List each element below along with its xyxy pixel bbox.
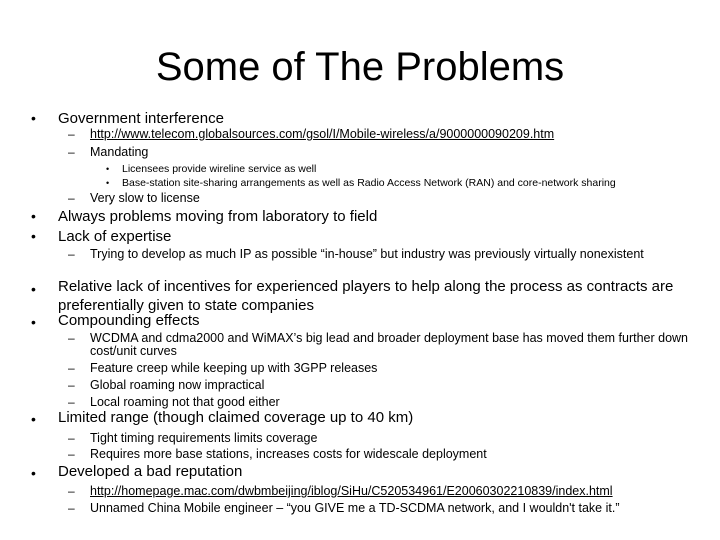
item-government-interference: Government interference (58, 110, 224, 127)
dash: – (68, 484, 75, 498)
item-licensees: Licensees provide wireline service as well (122, 163, 317, 175)
item-tight-timing: Tight timing requirements limits coverage (90, 431, 318, 445)
dash: – (68, 447, 75, 461)
item-more-base-stations: Requires more base stations, increases costs for widescale deployment (90, 447, 487, 461)
item-compounding-effects: Compounding effects (58, 312, 200, 329)
item-lack-of-expertise: Lack of expertise (58, 228, 172, 245)
bullet: • (106, 178, 110, 188)
item-wcdma: WCDMA and cdma2000 and WiMAX’s big lead and broader deployment base has moved them further down cost/unit curves (90, 331, 689, 358)
dash: – (68, 361, 75, 375)
dash: – (68, 331, 75, 345)
bullet: • (31, 281, 36, 297)
item-feature-creep: Feature creep while keeping up with 3GPP releases (90, 361, 378, 375)
bullet: • (31, 110, 36, 126)
telecom-link[interactable]: http://www.telecom.globalsources.com/gsol/I/Mobile-wireless/a/9000000090209.htm (90, 127, 555, 141)
bullet: • (106, 164, 110, 174)
slide-title: Some of The Problems (155, 45, 565, 89)
item-base-station-sharing: Base-station site-sharing arrangements as well as Radio Access Network (RAN) and core-network sharing (122, 177, 616, 189)
dash: – (68, 247, 75, 261)
dash: – (68, 431, 75, 445)
item-bad-reputation: Developed a bad reputation (58, 463, 243, 480)
dash: – (68, 191, 75, 205)
bullet: • (31, 228, 36, 244)
dash: – (68, 395, 75, 409)
item-limited-range: Limited range (though claimed coverage up to 40 km) (58, 409, 414, 426)
item-lab-to-field: Always problems moving from laboratory to field (58, 208, 378, 225)
item-slow-license: Very slow to license (90, 191, 200, 205)
dash: – (68, 145, 75, 159)
blog-link[interactable]: http://homepage.mac.com/dwbmbeijing/iblog/SiHu/C520534961/E20060302210839/index.html (90, 484, 613, 498)
item-incentives: Relative lack of incentives for experienced players to help along the process as contracts are preferentially given to state companies (58, 278, 674, 314)
bullet: • (31, 208, 36, 224)
item-local-roaming: Local roaming not that good either (90, 395, 280, 409)
dash: – (68, 501, 75, 515)
bullet: • (31, 411, 36, 427)
item-in-house: Trying to develop as much IP as possible “in-house” but industry was previously virtually nonexistent (90, 247, 644, 261)
bullet: • (31, 314, 36, 330)
dash: – (68, 378, 75, 392)
item-engineer-quote: Unnamed China Mobile engineer – “you GIVE me a TD-SCDMA network, and I wouldn't take it.” (90, 501, 620, 515)
bullet: • (31, 465, 36, 481)
item-global-roaming: Global roaming now impractical (90, 378, 265, 392)
dash: – (68, 127, 75, 141)
item-mandating: Mandating (90, 145, 149, 159)
